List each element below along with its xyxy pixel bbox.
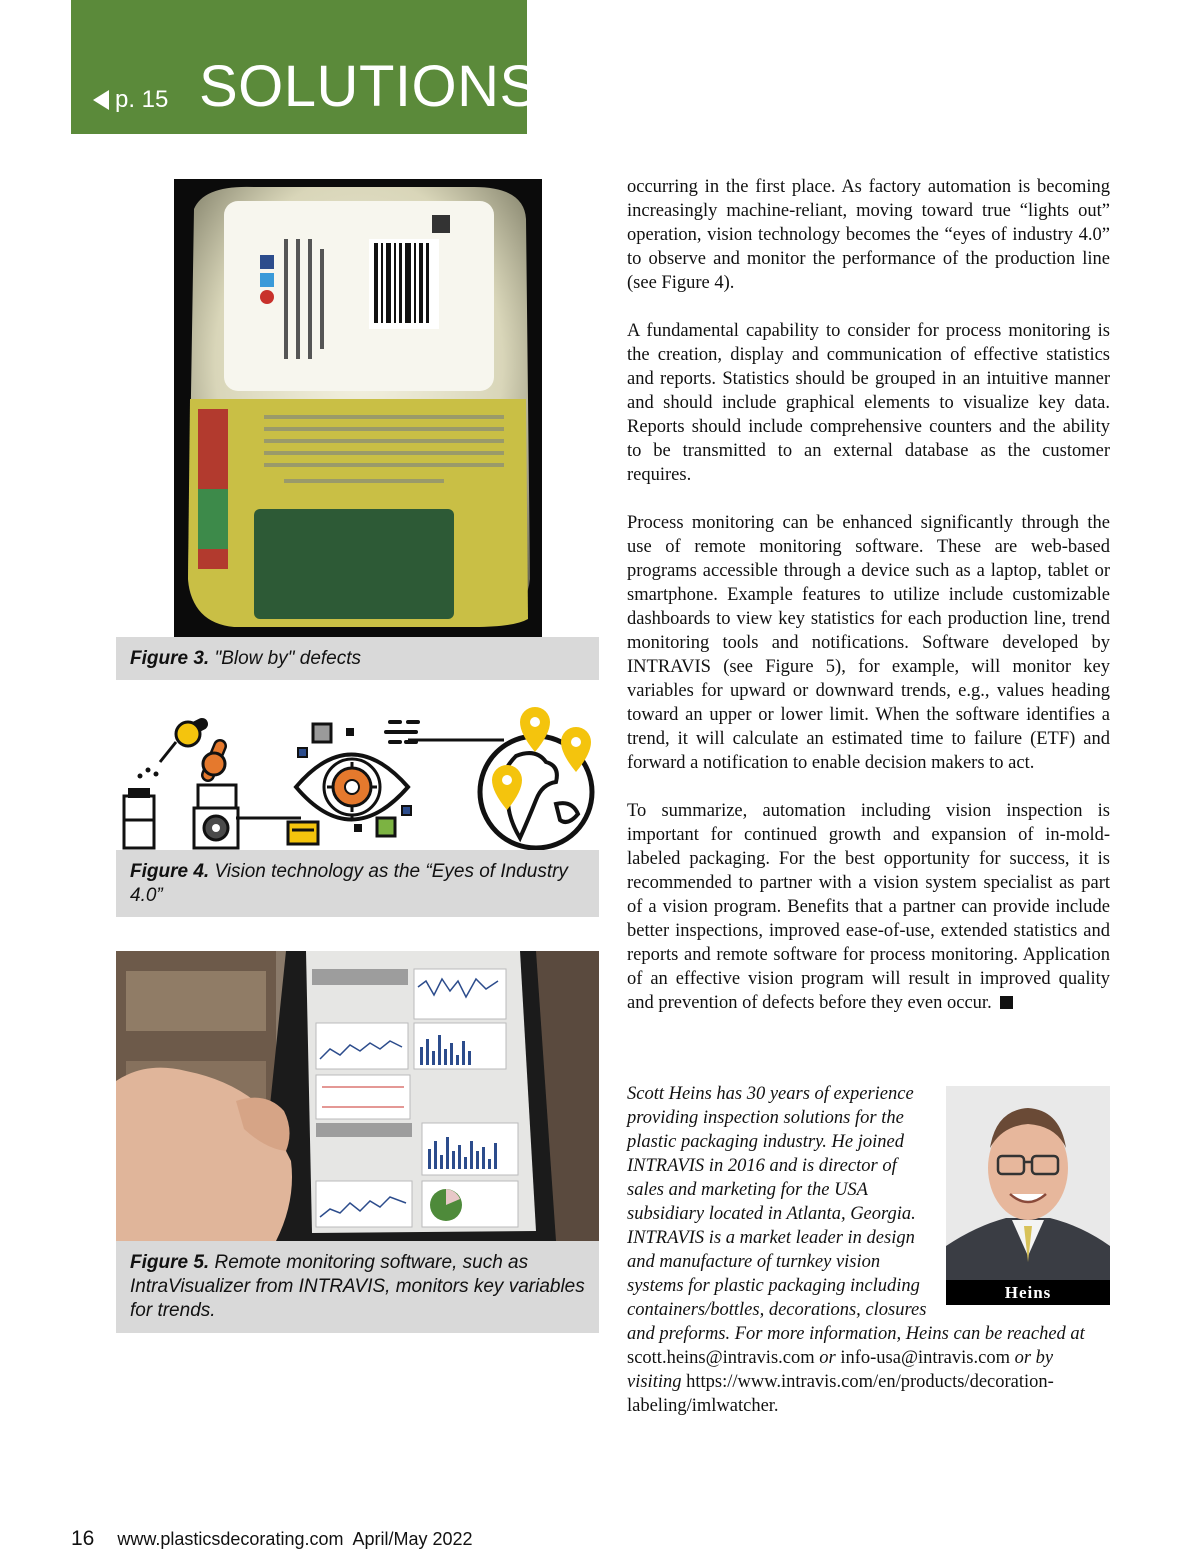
figure-5-image [116,951,599,1241]
figure-5-caption-text: Remote monitoring software, such as IntraVisualizer from INTRAVIS, monitors key variables for trends. [130,1252,585,1321]
bio-or-by-visiting: or by visiting [627,1348,1054,1392]
end-of-article-icon [1000,996,1013,1009]
section-header [71,0,539,134]
paragraph: Process monitoring can be enhanced significantly through the use of remote monitoring software. These are web-based programs accessible through a device such as a laptop, tablet or smartphone. Example features to utilize include customizable dashboards to view key statistics for each production line, trend monitoring tools and notifications. Software developed by INTRAVIS (see Figure 5), for example, will monitor key variables for upward or downward trends, e.g., values heading toward an upper or lower limit. When the software identifies a trend, it will calculate an estimated time to failure (ETF) and forward a notification to enable decision makers to act. [627,513,1110,773]
figure-5-caption [116,1241,599,1333]
figure-3-label: Figure 3. [130,648,210,669]
paragraph: occurring in the first place. As factory automation is becoming increasingly machine-reliant, moving toward true “lights out” operation, vision technology becomes the “eyes of industry 4.0” to observe and monitor the performance of the production line (see Figure 4). [627,177,1110,293]
footer-site-issue: www.plasticsdecorating.com April/May 2022 [117,1529,473,1549]
section-title: SOLUTIONS [199,54,539,119]
article-body [627,175,1110,1039]
figure-4-illustration [116,700,599,850]
back-page-link[interactable] [93,86,168,114]
figure-4-label: Figure 4. [130,861,210,882]
paragraph: A fundamental capability to consider for process monitoring is the creation, display and communication of effective statistics and reports. Statistics should be grouped in an intuitive manner and should include graphical elements to visualize key data. Reports should include comprehensive counters and the ability to be transmitted to an external database as the customer requires. [627,321,1110,485]
figure-3-caption-text: "Blow by" defects [214,648,362,669]
paragraph [627,799,1110,1015]
author-bio-text: Scott Heins has 30 years of experience providing inspection solutions for the plastic packaging industry. He joined INTRAVIS in 2016 and is director of sales and marketing for the USA subsidiary located in Atlanta, Georgia. INTRAVIS is a market leader in design and manufacture of turnkey vision systems for plastic packaging including containers/bottles, decorations, closures and preforms. For more information, Heins can be reached at [627,1084,1085,1344]
left-arrow-icon [93,90,109,110]
back-page-ref: p. 15 [115,86,169,113]
page-footer [71,1527,473,1551]
figure-4-caption [116,850,599,917]
page-number: 16 [71,1527,95,1550]
product-url[interactable]: https://www.intravis.com/en/products/decoration-labeling/imlwatcher. [627,1372,1054,1416]
company-email[interactable]: info-usa@intravis.com [840,1348,1010,1368]
headshot-caption: Heins [946,1280,1110,1305]
figure-4-caption-text: Vision technology as the “Eyes of Industry 4.0” [130,861,568,906]
eye-gear-icon [296,755,408,820]
paragraph-text: To summarize, automation including vision inspection is important for continued growth and expansion of in-mold-labeled packaging. For the best opportunity for success, it is recommended to partner with a vision system specialist as part of a vision program. Benefits that a partner can provide include better inspections, improved ease-of-use, extended statistics and reports and remote software for process monitoring. Application of an effective vision program will result in improved quality and prevention of defects before they even occur. [627,801,1110,1013]
author-headshot [946,1086,1110,1280]
robot-arm-icon [124,722,238,848]
figure-3-image [174,179,542,637]
figure-5-label: Figure 5. [130,1252,210,1273]
author-email[interactable]: scott.heins@intravis.com [627,1348,815,1368]
bio-or: or [819,1348,836,1368]
figure-3-caption [116,637,599,680]
